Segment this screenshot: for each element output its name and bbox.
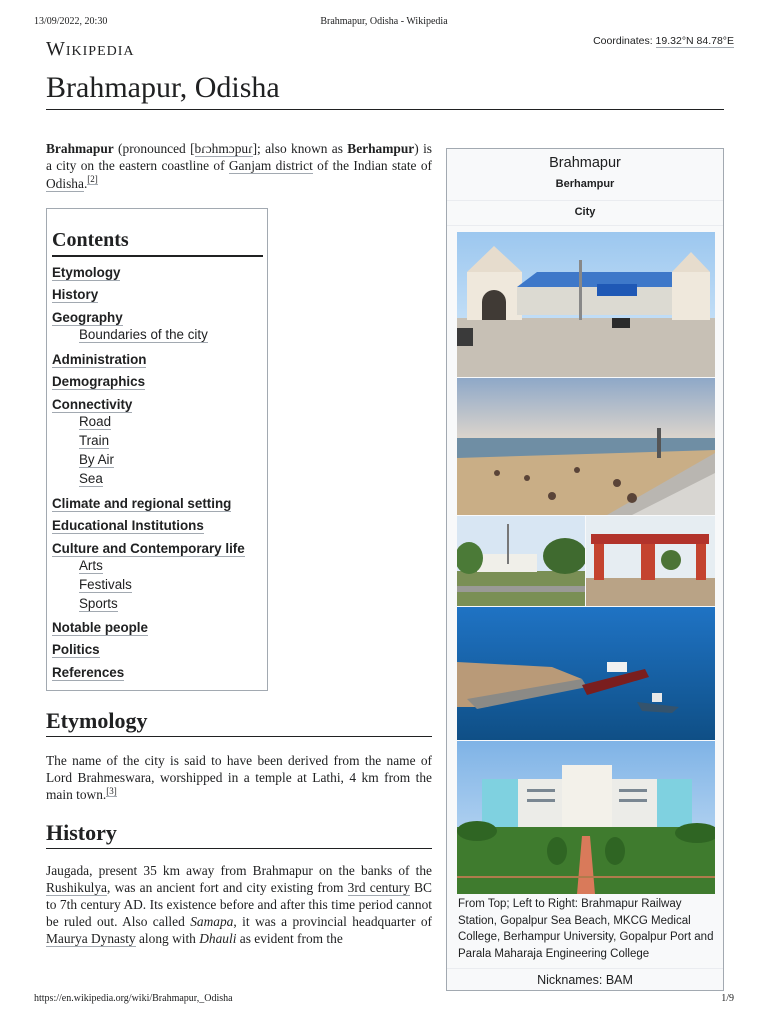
samapa-text: Samapa	[190, 914, 234, 929]
lead-text: .	[83, 175, 88, 191]
maurya-dynasty-link[interactable]: Maurya Dynasty	[46, 931, 136, 946]
print-datetime: 13/09/2022, 20:30	[34, 16, 108, 27]
lead-text: ) is a city on the eastern coastline of	[46, 141, 432, 174]
lead-paragraph	[46, 140, 432, 192]
lead-name: Brahmapur	[46, 141, 114, 156]
railway-station-photo[interactable]	[457, 232, 715, 377]
toc-item[interactable]	[52, 665, 124, 680]
toc-item-label[interactable]: Politics	[52, 642, 100, 657]
toc-item[interactable]	[79, 433, 109, 448]
toc-item[interactable]	[79, 327, 208, 342]
dhauli-text: Dhauli	[199, 931, 237, 946]
infobox-photo-montage[interactable]	[457, 232, 715, 894]
toc-item-label[interactable]: Road	[79, 414, 112, 429]
lead-text: of the Indian state of	[312, 158, 432, 174]
infobox-divider	[447, 968, 723, 969]
toc-item-label[interactable]: By Air	[79, 452, 114, 467]
coordinates-label: Coordinates:	[593, 35, 656, 47]
toc-item[interactable]	[52, 287, 98, 302]
3rd-century-link[interactable]: 3rd century	[347, 880, 410, 895]
gopalpur-port-image	[457, 607, 715, 740]
coordinates-link[interactable]: 19.32°N 84.78°E	[655, 35, 734, 47]
toc-item-label[interactable]: Culture and Contemporary life	[52, 541, 245, 556]
lead-text: ]; also known as	[252, 141, 348, 156]
etymology-heading: Etymology	[46, 708, 432, 737]
toc-item[interactable]	[79, 558, 103, 573]
reference-3-link[interactable]: [3]	[106, 785, 117, 796]
toc-item-label[interactable]: Arts	[79, 558, 103, 573]
table-of-contents	[46, 208, 268, 691]
mkcg-medical-college-image	[457, 516, 585, 606]
print-header	[34, 16, 734, 30]
toc-item[interactable]	[52, 541, 245, 556]
infobox-divider	[447, 200, 723, 201]
reference-2-link[interactable]: [2]	[87, 174, 98, 185]
history-text: along with	[135, 931, 200, 946]
lead-text: (pronounced [	[113, 141, 195, 156]
toc-item[interactable]	[52, 352, 146, 367]
toc-item-label[interactable]: Climate and regional setting	[52, 496, 232, 511]
history-text: , was an ancient fort and city existing from	[107, 880, 348, 895]
parala-maharaja-engineering-college-photo[interactable]	[457, 741, 715, 894]
infobox-type: City	[574, 206, 596, 218]
infobox	[446, 148, 724, 991]
history-text: BC to 7th century AD. Its existence before and after this time period cannot be ruled out. Also called	[46, 880, 432, 929]
toc-item[interactable]	[52, 310, 123, 325]
toc-item-label[interactable]: Boundaries of the city	[79, 327, 208, 342]
toc-item[interactable]	[52, 642, 100, 657]
toc-title: Contents	[52, 229, 263, 257]
toc-item-label[interactable]: Sports	[79, 596, 118, 611]
berhampur-university-image	[586, 516, 715, 606]
history-text: as evident from the	[236, 931, 343, 946]
toc-item[interactable]	[52, 265, 120, 280]
ipa-link[interactable]: bɾɔhmɔpuɾ	[194, 141, 253, 156]
rushikulya-link[interactable]: Rushikulya	[46, 880, 108, 895]
toc-item-label[interactable]: Festivals	[79, 577, 132, 592]
toc-item-label[interactable]: History	[52, 287, 99, 302]
lead-alt-name: Berhampur	[347, 141, 415, 156]
toc-item[interactable]	[79, 596, 118, 611]
toc-item[interactable]	[52, 620, 148, 635]
etymology-text: The name of the city is said to have been derived from the name of Lord Brahmeswara, worshipped in a temple at Lathi, 4 km from the main town.	[46, 753, 432, 802]
mkcg-medical-college-photo[interactable]	[457, 516, 585, 606]
toc-item[interactable]	[79, 577, 132, 592]
toc-item-label[interactable]: Notable people	[52, 620, 148, 635]
etymology-paragraph	[46, 752, 432, 803]
toc-item[interactable]	[52, 518, 204, 533]
history-paragraph	[46, 862, 432, 947]
toc-item[interactable]	[52, 397, 132, 412]
infobox-divider	[447, 225, 723, 226]
gopalpur-beach-photo[interactable]	[457, 378, 715, 515]
history-text: Jaugada, present 35 km away from Brahmapur on the banks of the	[46, 863, 432, 878]
print-url: https://en.wikipedia.org/wiki/Brahmapur,_Odisha	[34, 993, 233, 1004]
infobox-alt-name: Berhampur	[555, 178, 615, 190]
toc-item-label[interactable]: Etymology	[52, 265, 121, 280]
toc-item[interactable]	[52, 374, 145, 389]
gopalpur-beach-image	[457, 378, 715, 515]
gopalpur-port-photo[interactable]	[457, 607, 715, 740]
toc-item-label[interactable]: Demographics	[52, 374, 146, 389]
toc-item-label[interactable]: Connectivity	[52, 397, 133, 412]
toc-item-label[interactable]: Administration	[52, 352, 147, 367]
toc-item[interactable]	[52, 496, 231, 511]
berhampur-university-photo[interactable]	[586, 516, 715, 606]
print-page-number: 1/9	[721, 993, 734, 1004]
coordinates	[593, 35, 734, 47]
toc-item-label[interactable]: References	[52, 665, 125, 680]
toc-item-label[interactable]: Geography	[52, 310, 123, 325]
toc-item[interactable]	[79, 452, 114, 467]
odisha-link[interactable]: Odisha	[46, 175, 84, 191]
toc-item[interactable]	[79, 471, 103, 486]
infobox-caption: From Top; Left to Right: Brahmapur Railway Station, Gopalpur Sea Beach, MKCG Medical College, Berhampur University, Gopalpur Port and Parala Maharaja Engineering College	[458, 898, 714, 960]
history-text: , it was a provincial headquarter of	[233, 914, 432, 929]
railway-station-image	[457, 232, 715, 377]
print-page-title: Brahmapur, Odisha - Wikipedia	[320, 16, 448, 27]
toc-item-label[interactable]: Sea	[79, 471, 103, 486]
page-title: Brahmapur, Odisha	[46, 71, 724, 110]
wikipedia-wordmark[interactable]: Wikipedia	[46, 38, 135, 60]
infobox-nicknames: Nicknames: BAM	[537, 973, 633, 987]
ganjam-district-link[interactable]: Ganjam district	[228, 158, 313, 174]
toc-item-label[interactable]: Educational Institutions	[52, 518, 204, 533]
parala-maharaja-engineering-college-image	[457, 741, 715, 894]
toc-item[interactable]	[79, 414, 111, 429]
toc-item-label[interactable]: Train	[79, 433, 110, 448]
infobox-name: Brahmapur	[549, 155, 621, 171]
history-heading: History	[46, 820, 432, 849]
